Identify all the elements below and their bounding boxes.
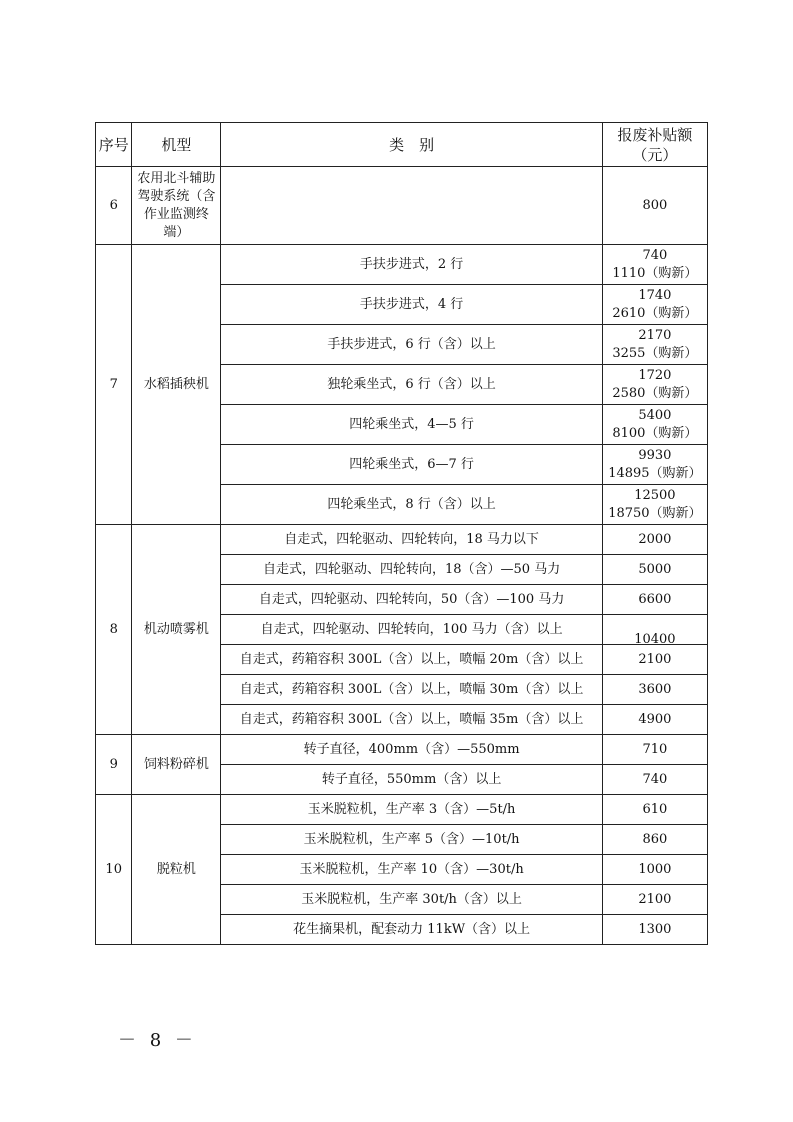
model-cell: 脱粒机 — [132, 795, 221, 945]
amount-value: 2170 — [638, 327, 672, 343]
amount-value: 2000 — [638, 531, 672, 547]
amount-cell — [602, 795, 707, 825]
amount-value: 1110（购新） — [612, 265, 698, 281]
category-cell: 自走式，药箱容积 300L（含）以上，喷幅 30m（含）以上 — [221, 675, 602, 705]
category-cell: 自走式，四轮驱动、四轮转向，18 马力以下 — [221, 525, 602, 555]
amount-cell — [602, 615, 707, 645]
table-body — [96, 167, 708, 945]
amount-value: 6600 — [638, 591, 672, 607]
category-cell: 四轮乘坐式，4—5 行 — [221, 405, 602, 445]
amount-value: 2610（购新） — [612, 305, 698, 321]
amount-cell — [602, 855, 707, 885]
model-cell: 机动喷雾机 — [132, 525, 221, 735]
amount-value: 8100（购新） — [612, 425, 698, 441]
amount-value: 9930 — [638, 447, 672, 463]
page-number: － 8 － — [118, 1030, 197, 1051]
table-row — [96, 795, 708, 825]
header-amount-line2: （元） — [632, 145, 678, 164]
amount-cell — [602, 915, 707, 945]
amount-value: 18750（购新） — [608, 505, 702, 521]
amount-value: 710 — [642, 741, 668, 757]
amount-value: 4900 — [638, 711, 672, 727]
category-cell: 转子直径，550mm（含）以上 — [221, 765, 602, 795]
seq-cell: 7 — [96, 245, 132, 525]
header-amount — [602, 123, 707, 167]
category-cell: 转子直径，400mm（含）—550mm — [221, 735, 602, 765]
header-seq: 序号 — [96, 123, 132, 167]
amount-value: 3255（购新） — [612, 345, 698, 361]
amount-value: 5400 — [638, 407, 672, 423]
table-row — [96, 167, 708, 245]
amount-value: 5000 — [638, 561, 672, 577]
amount-cell — [602, 525, 707, 555]
category-cell — [221, 167, 602, 245]
amount-cell — [602, 365, 707, 405]
amount-value: 10400 — [634, 631, 676, 645]
category-cell: 花生摘果机，配套动力 11kW（含）以上 — [221, 915, 602, 945]
amount-cell — [602, 645, 707, 675]
amount-value: 14895（购新） — [608, 465, 702, 481]
table-header-row — [96, 123, 708, 167]
amount-cell — [602, 585, 707, 615]
category-cell: 玉米脱粒机，生产率 3（含）—5t/h — [221, 795, 602, 825]
category-cell: 自走式，药箱容积 300L（含）以上，喷幅 35m（含）以上 — [221, 705, 602, 735]
amount-cell — [602, 245, 707, 285]
amount-value: 2580（购新） — [612, 385, 698, 401]
seq-cell: 10 — [96, 795, 132, 945]
seq-cell: 9 — [96, 735, 132, 795]
category-cell: 四轮乘坐式，6—7 行 — [221, 445, 602, 485]
amount-value: 740 — [642, 247, 668, 263]
category-cell: 玉米脱粒机，生产率 30t/h（含）以上 — [221, 885, 602, 915]
amount-cell — [602, 735, 707, 765]
amount-cell — [602, 885, 707, 915]
header-category: 类 别 — [221, 123, 602, 167]
amount-value: 1000 — [638, 861, 672, 877]
category-cell: 玉米脱粒机，生产率 5（含）—10t/h — [221, 825, 602, 855]
amount-value: 1300 — [638, 921, 672, 937]
category-cell: 四轮乘坐式，8 行（含）以上 — [221, 485, 602, 525]
amount-cell — [602, 675, 707, 705]
amount-value: 860 — [642, 831, 668, 847]
amount-value: 800 — [642, 197, 668, 213]
category-cell: 玉米脱粒机，生产率 10（含）—30t/h — [221, 855, 602, 885]
subsidy-table — [95, 122, 708, 945]
amount-cell — [602, 325, 707, 365]
amount-value: 1740 — [638, 287, 672, 303]
amount-cell — [602, 765, 707, 795]
amount-cell — [602, 705, 707, 735]
amount-cell — [602, 485, 707, 525]
amount-cell — [602, 285, 707, 325]
category-cell: 自走式，四轮驱动、四轮转向，50（含）—100 马力 — [221, 585, 602, 615]
category-cell: 手扶步进式，2 行 — [221, 245, 602, 285]
amount-value: 12500 — [634, 487, 676, 503]
amount-value: 740 — [642, 771, 668, 787]
category-cell: 自走式，药箱容积 300L（含）以上，喷幅 20m（含）以上 — [221, 645, 602, 675]
category-cell: 自走式，四轮驱动、四轮转向，18（含）—50 马力 — [221, 555, 602, 585]
amount-cell — [602, 405, 707, 445]
category-cell: 自走式，四轮驱动、四轮转向，100 马力（含）以上 — [221, 615, 602, 645]
category-cell: 独轮乘坐式，6 行（含）以上 — [221, 365, 602, 405]
model-cell: 水稻插秧机 — [132, 245, 221, 525]
table-row — [96, 735, 708, 765]
seq-cell: 6 — [96, 167, 132, 245]
table-row — [96, 245, 708, 285]
amount-value: 610 — [642, 801, 668, 817]
amount-value: 3600 — [638, 681, 672, 697]
category-cell: 手扶步进式，6 行（含）以上 — [221, 325, 602, 365]
seq-cell: 8 — [96, 525, 132, 735]
model-cell: 农用北斗辅助驾驶系统（含作业监测终端） — [132, 167, 221, 245]
category-cell: 手扶步进式，4 行 — [221, 285, 602, 325]
amount-cell — [602, 445, 707, 485]
amount-value: 2100 — [638, 891, 672, 907]
amount-value: 1720 — [638, 367, 672, 383]
header-amount-line1: 报废补贴额 — [617, 125, 693, 144]
model-cell: 饲料粉碎机 — [132, 735, 221, 795]
amount-cell — [602, 825, 707, 855]
amount-cell — [602, 555, 707, 585]
amount-cell — [602, 167, 707, 245]
amount-value: 2100 — [638, 651, 672, 667]
table-row — [96, 525, 708, 555]
header-model: 机型 — [132, 123, 221, 167]
